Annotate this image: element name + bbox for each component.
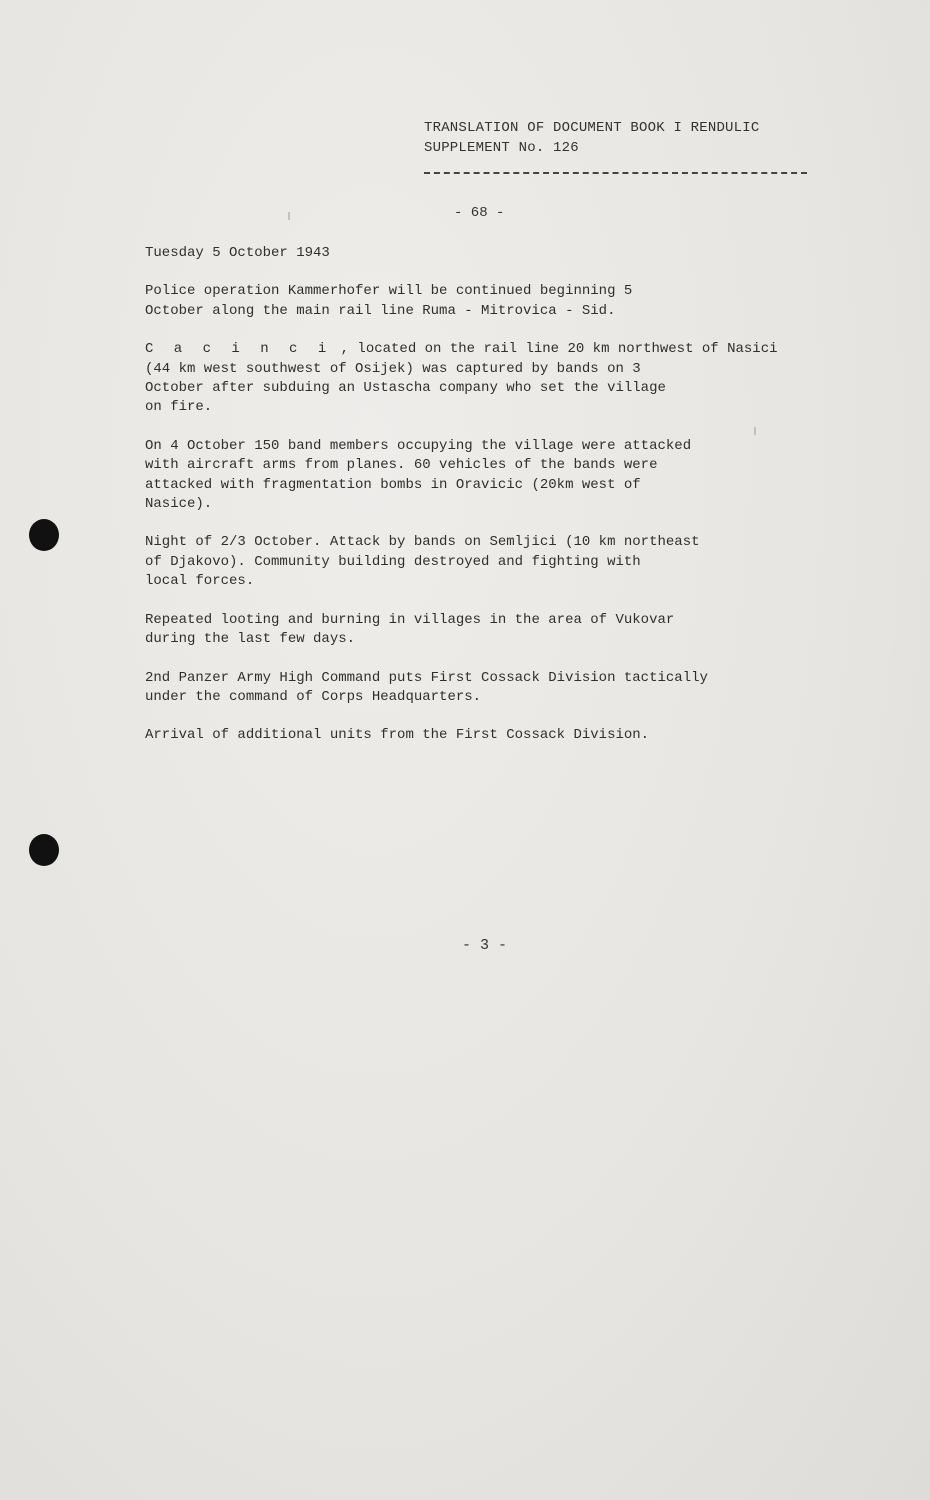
paragraph-cacinci-text: , located on the rail line 20 km northwest of Nasici (44 km west southwest of Osijek) was captured by bands on 3 October after subduing an Ustascha company who set the village on fire. [145,341,778,416]
punch-hole-bottom [29,834,59,866]
place-name-cacinci: C a c i n c i [145,341,333,358]
paragraph-cossack-arrival: Arrival of additional units from the First Cossack Division. [145,727,650,744]
page-reference: - 68 - [454,205,505,221]
paragraph-cossack-command: 2nd Panzer Army High Command puts First Cossack Division tactically under the command of Corps Headquarters. [145,669,708,705]
header-supplement: SUPPLEMENT No. 126 [424,140,579,156]
paragraph-semljici-attack: Night of 2/3 October. Attack by bands on Semljici (10 km northeast of Djakovo). Community building destroyed and fighting with local forces. [145,534,700,590]
paper-mark [288,212,290,220]
punch-hole-top [29,519,59,551]
document-header [424,118,759,158]
entry-date: Tuesday 5 October 1943 [145,245,330,261]
paragraph-air-attack: On 4 October 150 band members occupying the village were attacked with aircraft arms from planes. 60 vehicles of the bands were attacked with fragmentation bombs in Oravicic (20km west of Nasice). [145,437,692,513]
document-body [145,244,805,765]
paragraph-cacinci [145,340,805,418]
paragraph-police-operation: Police operation Kammerhofer will be continued beginning 5 October along the main rail line Ruma - Mitrovica - Sid. [145,283,633,319]
paragraph-vukovar-looting: Repeated looting and burning in villages in the area of Vukovar during the last few days. [145,611,675,648]
page-number: - 3 - [462,937,508,954]
paper-mark [754,427,756,435]
header-title: TRANSLATION OF DOCUMENT BOOK I RENDULIC [424,120,760,136]
header-divider [424,172,807,174]
